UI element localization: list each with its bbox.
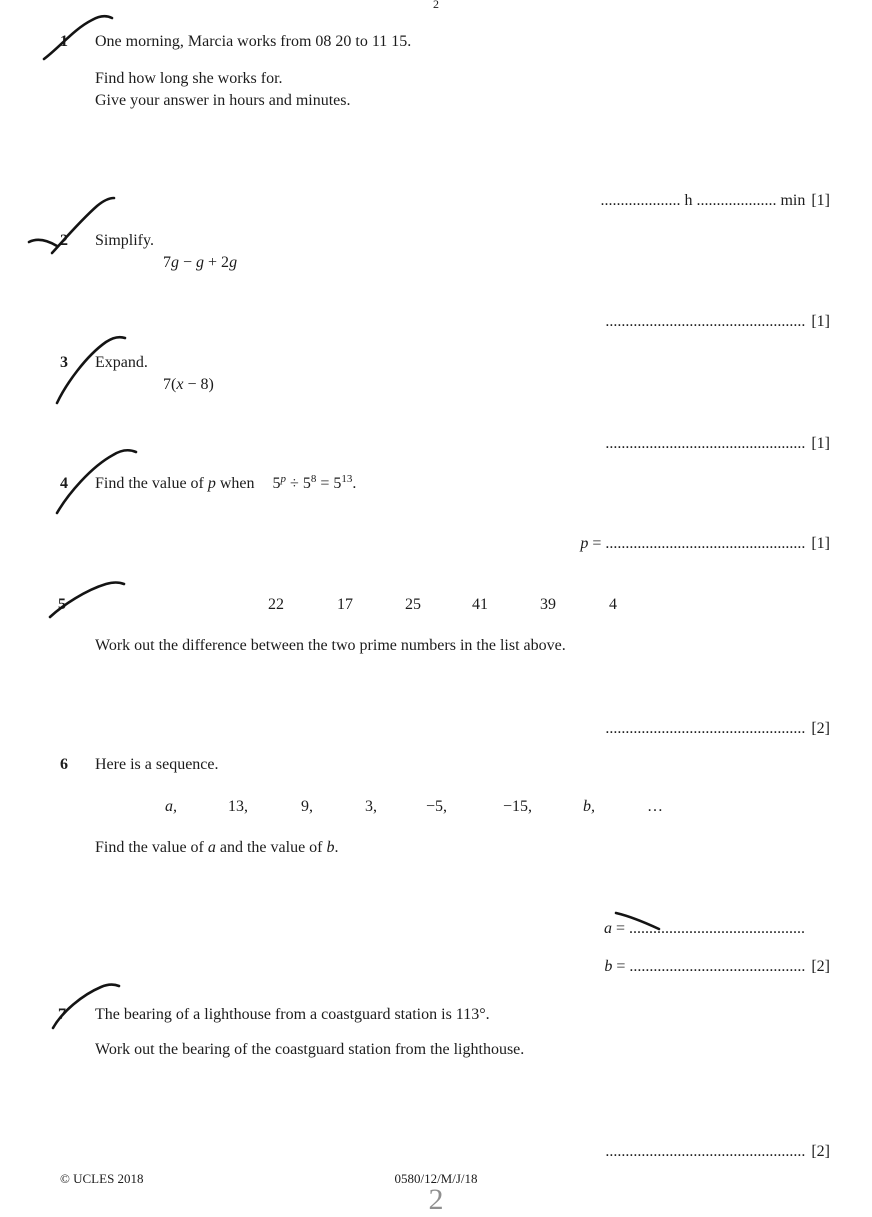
q4-var-p: p: [207, 475, 216, 492]
q5-marks: [2]: [811, 720, 830, 737]
q6-find2: and the value of: [215, 839, 327, 856]
q4-eq-sup-8: 8: [310, 473, 317, 485]
q2-prompt: Simplify.: [95, 232, 154, 249]
q7-number: 7: [58, 1006, 66, 1023]
q6-find-var-b: b: [326, 839, 335, 856]
q4-text2: when: [215, 475, 255, 492]
q5-list-item: 4: [609, 596, 617, 613]
q6-answer-a-dots[interactable]: = ............................................: [611, 920, 805, 937]
q3-number: 3: [60, 354, 68, 371]
q6-find3: .: [334, 839, 339, 856]
q6-find-text: [95, 839, 339, 857]
q3-expression: [163, 376, 214, 394]
q2-answer-line[interactable]: [605, 313, 830, 331]
footer-paper-code: 0580/12/M/J/18: [394, 1171, 478, 1186]
q3-answer-dots[interactable]: ..................................................: [605, 435, 806, 452]
q4-eq-equals: = 5: [316, 475, 342, 492]
q5-list-item: 41: [472, 596, 488, 613]
q6-answer-line-b[interactable]: [604, 958, 830, 976]
q5-number: 5: [58, 596, 66, 613]
q6-sequence-item: …: [647, 798, 663, 815]
q5-answer-dots[interactable]: ..................................................: [605, 720, 806, 737]
q2-expression: [163, 254, 237, 272]
q6-find-var-a: a: [207, 839, 216, 856]
q5-list-item: 39: [540, 596, 556, 613]
footer-copyright: © UCLES 2018: [60, 1171, 144, 1186]
q3-prompt: Expand.: [95, 354, 148, 371]
q2-expr-var2: g: [196, 254, 205, 271]
q2-number: 2: [60, 232, 68, 249]
q2-expr-op1: −: [179, 254, 197, 271]
q5-prompt: Work out the difference between the two prime numbers in the list above.: [95, 637, 566, 654]
q1-marks: [1]: [811, 192, 830, 209]
q7-answer-line[interactable]: [605, 1143, 830, 1161]
q6-find1: Find the value of: [95, 839, 208, 856]
q6-sequence-item: 3,: [365, 798, 377, 815]
q4-eq-sup-13: 13: [341, 473, 353, 485]
q6-sequence-item: 9,: [301, 798, 313, 815]
q5-answer-line[interactable]: [605, 720, 830, 738]
q3-expr-var: x: [176, 376, 184, 393]
bottom-page-number: 2: [428, 1183, 444, 1216]
q4-eq-base1: 5: [272, 475, 281, 492]
q6-sequence-item: a,: [165, 798, 177, 815]
checkmark-q2-dash-icon: [29, 240, 57, 246]
q4-period: .: [352, 475, 357, 492]
q7-marks: [2]: [811, 1143, 830, 1160]
q6-answer-b-dots[interactable]: = ............................................: [612, 958, 806, 975]
q3-expr-open: 7(: [163, 376, 177, 393]
q7-work-text: Work out the bearing of the coastguard station from the lighthouse.: [95, 1041, 525, 1058]
q2-expr-var: g: [171, 254, 179, 271]
q2-expr-op2: + 2: [204, 254, 230, 271]
q6-sequence-item: 13,: [228, 798, 248, 815]
q4-answer-var: p: [580, 535, 589, 552]
q7-prompt: The bearing of a lighthouse from a coastguard station is 113°.: [95, 1006, 490, 1023]
q1-number: 1: [60, 33, 68, 50]
q1-find-text: Find how long she works for.: [95, 70, 283, 87]
q4-eq-divide: ÷ 5: [286, 475, 311, 492]
q3-expr-close: − 8): [183, 376, 214, 393]
q1-prompt: One morning, Marcia works from 08 20 to 11 15.: [95, 33, 412, 50]
q2-expr-coef: 7: [163, 254, 171, 271]
q3-answer-line[interactable]: [605, 435, 830, 453]
q5-list-item: 17: [337, 596, 353, 613]
q4-answer-line[interactable]: [580, 535, 830, 553]
q6-sequence-item: b,: [583, 798, 595, 815]
q4-text1: Find the value of: [95, 475, 208, 492]
q4-number: 4: [60, 475, 68, 492]
q6-sequence-item: −5,: [426, 798, 448, 815]
q4-answer-dots[interactable]: = ..................................................: [588, 535, 806, 552]
q7-answer-dots[interactable]: ..................................................: [605, 1143, 806, 1160]
q6-intro: Here is a sequence.: [95, 756, 219, 773]
q1-answer-dots[interactable]: .................... h .................... min: [600, 192, 806, 209]
top-page-number: 2: [433, 0, 439, 11]
q5-list-item: 22: [268, 596, 284, 613]
q2-expr-var3: g: [229, 254, 238, 271]
q3-marks: [1]: [811, 435, 830, 452]
q6-marks: [2]: [811, 958, 830, 975]
q6-answer-line-a[interactable]: [604, 920, 805, 938]
q1-instruction: Give your answer in hours and minutes.: [95, 92, 351, 109]
q1-answer-line[interactable]: [600, 192, 830, 210]
q5-list-item: 25: [405, 596, 421, 613]
q6-sequence-item: −15,: [503, 798, 533, 815]
q4-marks: [1]: [811, 535, 830, 552]
q6-number: 6: [60, 756, 68, 773]
q6-answer-b-var: b: [604, 958, 613, 975]
q2-marks: [1]: [811, 313, 830, 330]
q2-answer-dots[interactable]: ..................................................: [605, 313, 806, 330]
q4-statement: [95, 475, 356, 493]
q4-eq-sup-p: p: [280, 473, 287, 485]
q6-answer-a-var: a: [603, 920, 612, 937]
